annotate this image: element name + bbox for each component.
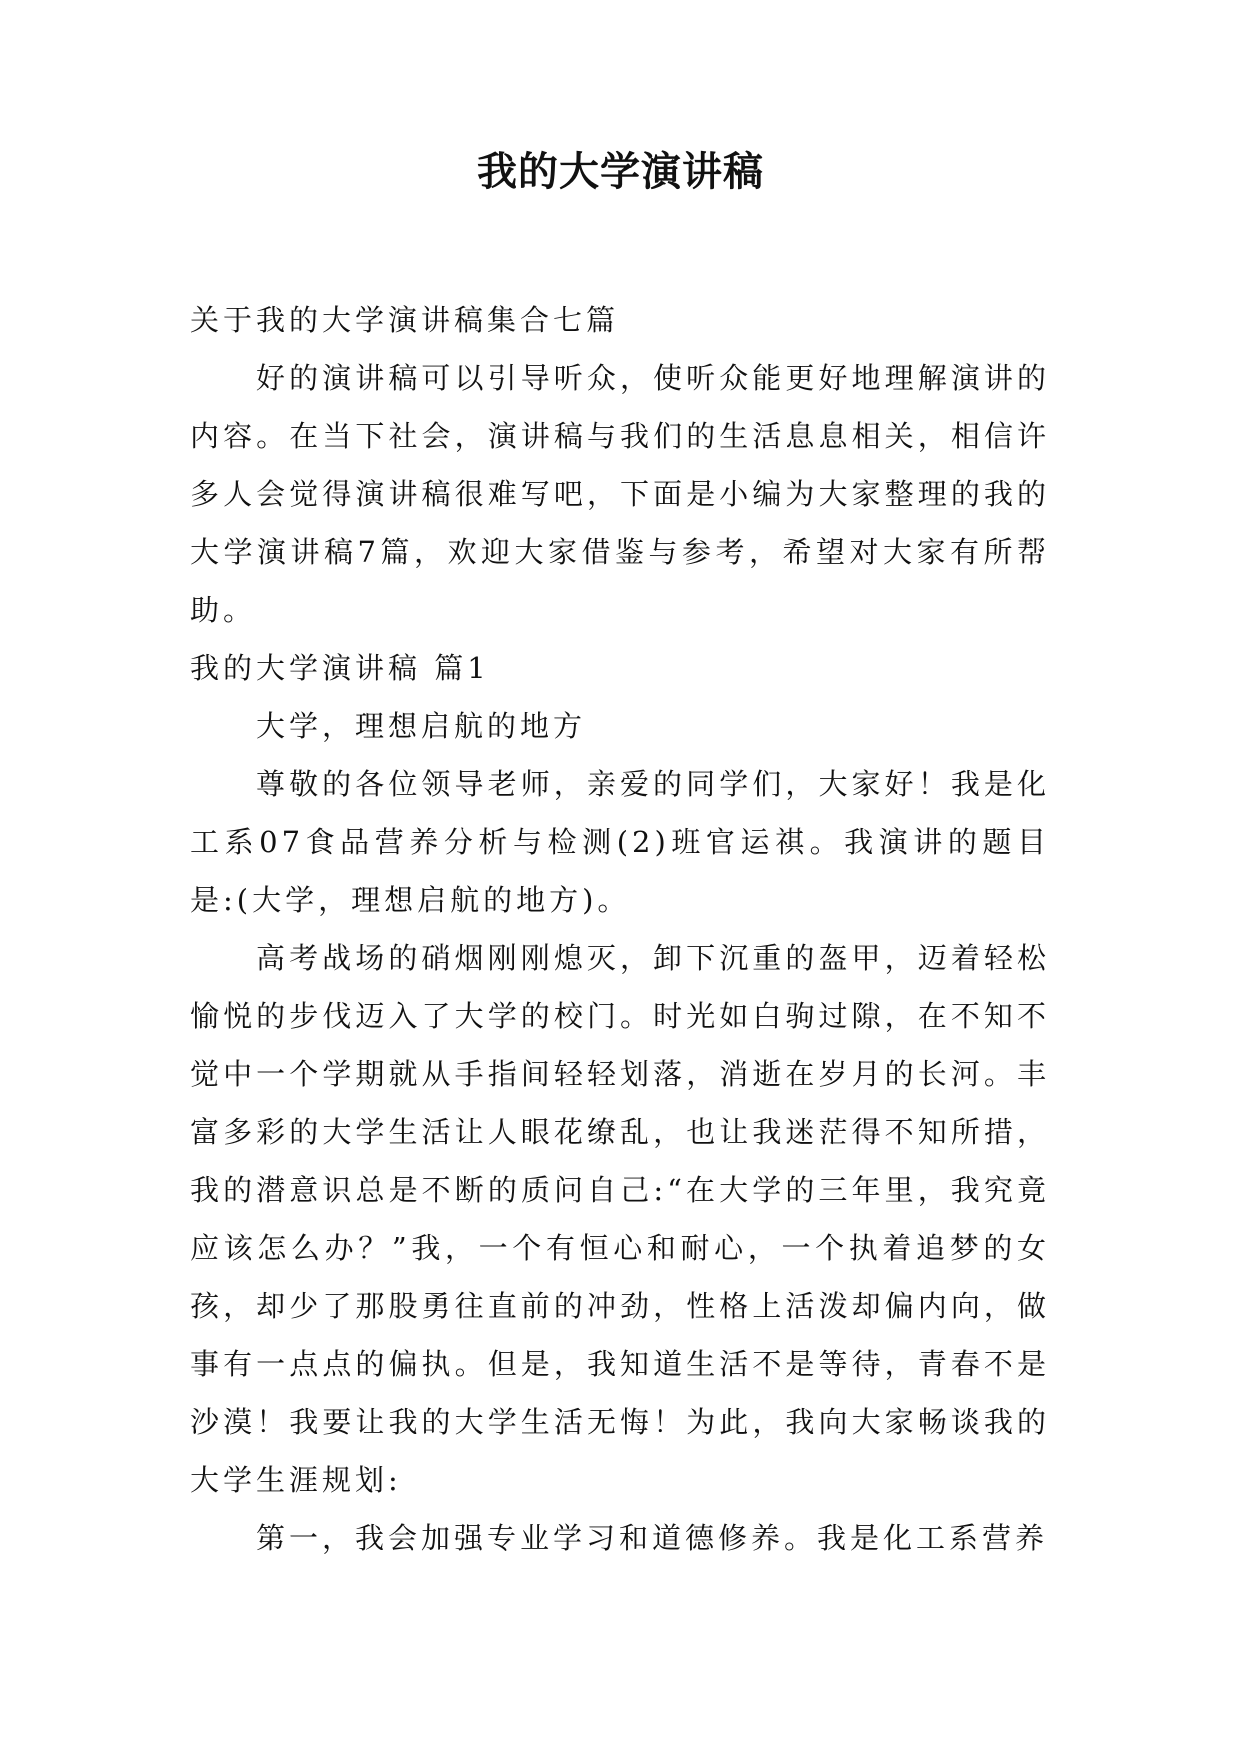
document-body xyxy=(190,291,1050,1567)
speech-paragraph-2: 高考战场的硝烟刚刚熄灭，卸下沉重的盔甲，迈着轻松愉悦的步伐迈入了大学的校门。时光如白驹过隙，在不知不觉中一个学期就从手指间轻轻划落，消逝在岁月的长河。丰富多彩的大学生活让人眼花缭乱，也让我迷茫得不知所措，我的潜意识总是不断的质问自己:“在大学的三年里，我究竟应该怎么办？”我，一个有恒心和耐心，一个执着追梦的女孩，却少了那股勇往直前的冲劲，性格上活泼却偏内向，做事有一点点的偏执。但是，我知道生活不是等待，青春不是沙漠！我要让我的大学生活无悔！为此，我向大家畅谈我的大学生涯规划: xyxy=(190,941,1050,1497)
section-heading: 我的大学演讲稿 篇1 xyxy=(190,651,490,685)
speech-paragraph-3: 第一，我会加强专业学习和道德修养。我是化工系营养 xyxy=(256,1521,1049,1555)
document-subtitle: 关于我的大学演讲稿集合七篇 xyxy=(190,303,620,337)
intro-paragraph: 好的演讲稿可以引导听众，使听众能更好地理解演讲的内容。在当下社会，演讲稿与我们的生活息息相关，相信许多人会觉得演讲稿很难写吧，下面是小编为大家整理的我的大学演讲稿7篇，欢迎大家借鉴与参考，希望对大家有所帮助。 xyxy=(190,361,1050,627)
document-title: 我的大学演讲稿 xyxy=(477,149,764,195)
speech-paragraph-1: 尊敬的各位领导老师，亲爱的同学们，大家好！我是化工系07食品营养分析与检测(2)班官运祺。我演讲的题目是:(大学，理想启航的地方)。 xyxy=(190,767,1050,917)
speech-title: 大学，理想启航的地方 xyxy=(256,709,587,743)
